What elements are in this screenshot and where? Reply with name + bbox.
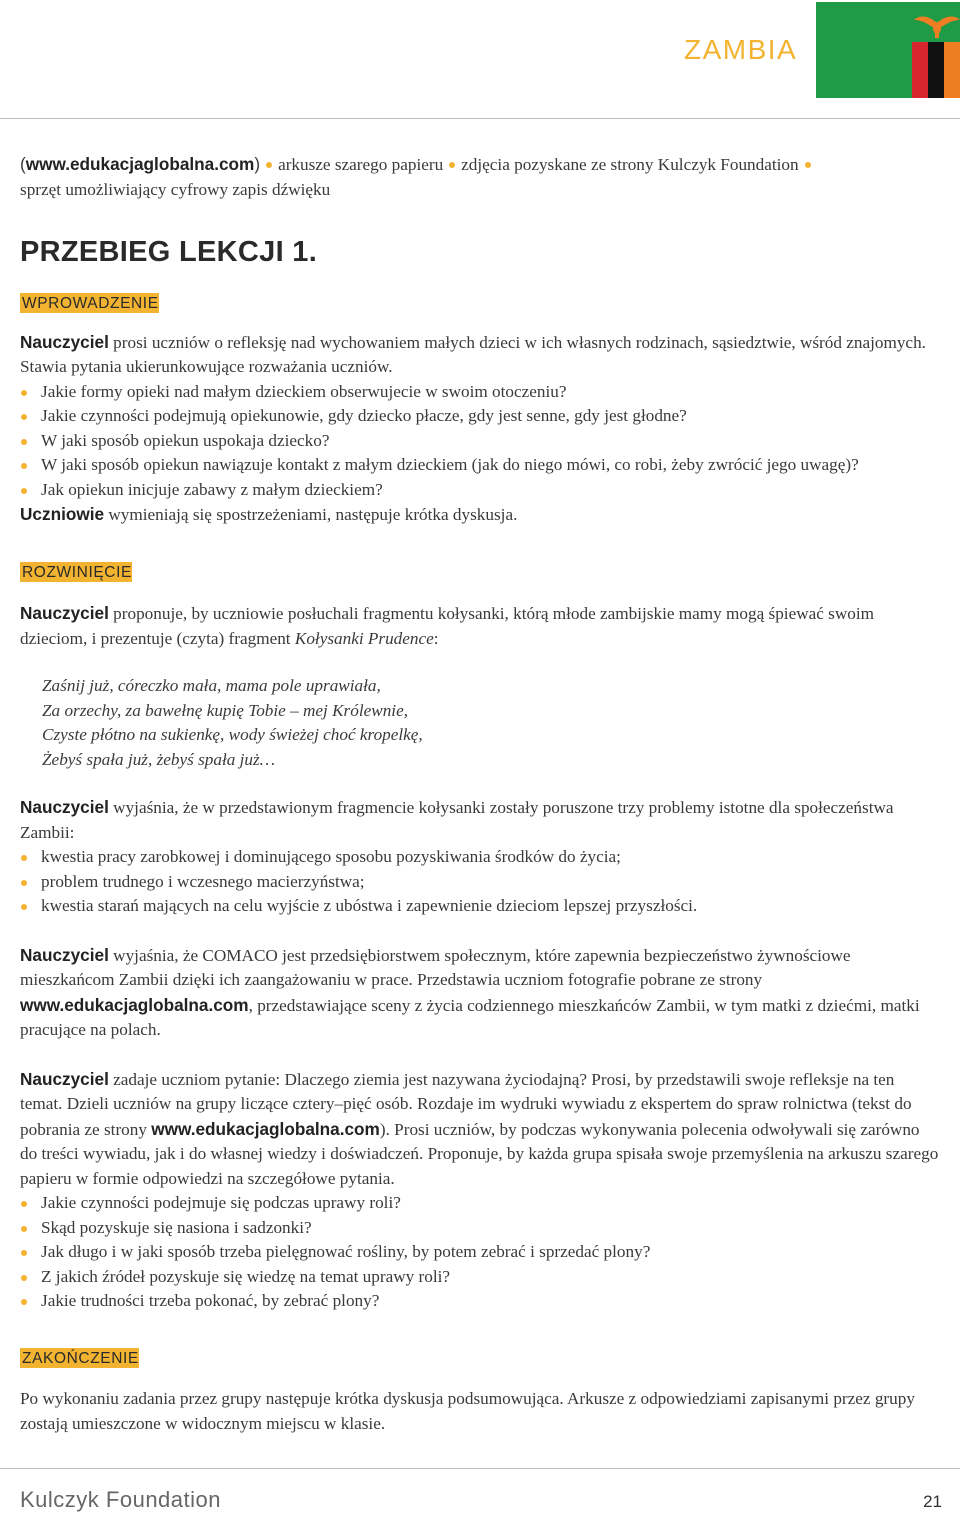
poem-line: Zaśnij już, córeczko mała, mama pole uprawiała, bbox=[42, 676, 381, 695]
lesson-title: PRZEBIEG LEKCJI 1. bbox=[20, 236, 318, 268]
list-item: Jakie czynności podejmuje się podczas uprawy roli? bbox=[20, 1191, 940, 1216]
list-item: W jaki sposób opiekun nawiązuje kontakt z małym dzieckiem (jak do niego mówi, co robi, żeby zwrócić jego uwagę)? bbox=[20, 453, 940, 478]
poem-line: Za orzechy, za bawełnę kupię Tobie – mej Królewnie, bbox=[42, 700, 408, 720]
list-item: Jakie formy opieki nad małym dzieckiem obserwujecie w swoim otoczeniu? bbox=[20, 380, 940, 405]
materials-link[interactable]: www.edukacjaglobalna.com bbox=[25, 154, 255, 174]
intro-questions bbox=[20, 380, 940, 503]
list-item: kwestia pracy zarobkowej i dominującego sposobu pozyskiwania środków do życia; bbox=[20, 845, 940, 870]
development-paragraph-2: Nauczyciel wyjaśnia, że w przedstawionym fragmencie kołysanki zostały poruszone trzy problemy istotne dla społeczeństwa Zambii: bbox=[20, 797, 894, 842]
chapter-title: ZAMBIA bbox=[684, 34, 798, 65]
development-paragraph-4: Nauczyciel zadaje uczniom pytanie: Dlaczego ziemia jest nazywana życiodajną? Prosi, by przedstawili swoje refleksje na ten temat. Dzieli uczniów na grupy liczące cztery–pięć osób. Rozdaje im wydruki wywiadu z ekspertem do spraw rolnictwa (tekst do pobrania ze strony www.edukacjaglobalna.com). Prosi uczniów, by podczas wykonywania polecenia odwoływali się zarówno do treści wywiadu, jak i do własnej wiedzy i doświadczeń. Proponuje, by każda grupa spisała swoje przemyślenia na arkuszu szarego papieru w formie odpowiedzi na szczegółowe pytania. bbox=[20, 1068, 939, 1188]
list-item: W jaki sposób opiekun uspokaja dziecko? bbox=[20, 429, 940, 454]
zambia-flag-icon bbox=[816, 2, 960, 98]
problems-list bbox=[20, 845, 940, 919]
list-item: Jakie czynności podejmują opiekunowie, gdy dziecko płacze, gdy jest senne, gdy jest głodne? bbox=[20, 404, 940, 429]
development-paragraph-1: Nauczyciel proponuje, by uczniowie posłuchali fragmentu kołysanki, którą młode zambijskie mamy mogą śpiewać swoim dzieciom, i prezentuje (czyta) fragment Kołysanki Prudence: bbox=[20, 603, 875, 648]
poem-line: Żebyś spała już, żebyś spała już… bbox=[42, 749, 275, 769]
page-number: 21 bbox=[923, 1492, 942, 1511]
development-paragraph-3: Nauczyciel wyjaśnia, że COMACO jest przedsiębiorstwem społecznym, które zapewnia bezpieczeństwo żywnościowe mieszkańcom Zambii dzięki ich zaangażowaniu w prace. Przedstawia uczniom fotografie pobrane ze strony www.edukacjaglobalna.com, przedstawiające sceny z życia codziennego mieszkańców Zambii, w tym matki z dziećmi, matki pracujące na polach. bbox=[20, 944, 920, 1039]
section-label-development: ROZWINIĘCIE bbox=[22, 563, 132, 581]
section-label-conclusion: ZAKOŃCZENIE bbox=[22, 1349, 139, 1367]
footer-divider bbox=[0, 1468, 960, 1469]
lullaby-poem bbox=[20, 674, 940, 772]
intro-paragraph: Nauczyciel prosi uczniów o refleksję nad wychowaniem małych dzieci w ich własnych rodzinach, sąsiedztwie, wśród znajomych. Stawia pytania ukierunkowujące rozważania uczniów. bbox=[20, 331, 926, 376]
list-item: Jak długo i w jaki sposób trzeba pielęgnować rośliny, by potem zebrać i sprzedać plony? bbox=[20, 1240, 940, 1265]
list-item: Skąd pozyskuje się nasiona i sadzonki? bbox=[20, 1216, 940, 1241]
footer-organization: Kulczyk Foundation bbox=[20, 1487, 221, 1512]
interview-link[interactable]: www.edukacjaglobalna.com bbox=[151, 1118, 380, 1139]
list-item: Jakie trudności trzeba pokonać, by zebrać plony? bbox=[20, 1289, 940, 1314]
group-questions bbox=[20, 1191, 940, 1314]
photos-link[interactable]: www.edukacjaglobalna.com bbox=[20, 994, 249, 1015]
header-divider bbox=[0, 118, 960, 119]
list-item: kwestia starań mających na celu wyjście z ubóstwa i zapewnienie dzieciom lepszej przyszłości. bbox=[20, 894, 940, 919]
poem-line: Czyste płótno na sukienkę, wody świeżej choć kropelkę, bbox=[42, 725, 423, 744]
section-label-intro: WPROWADZENIE bbox=[22, 295, 159, 312]
page-content bbox=[20, 152, 940, 1436]
list-item: Z jakich źródeł pozyskuje się wiedzę na temat uprawy roli? bbox=[20, 1265, 940, 1290]
conclusion-paragraph: Po wykonaniu zadania przez grupy następuje krótka dyskusja podsumowująca. Arkusze z odpowiedziami zapisanymi przez grupy zostają umieszczone w widocznym miejscu w klasie. bbox=[20, 1389, 915, 1433]
materials-list: (www.edukacjaglobalna.com) arkusze szarego papieru zdjęcia pozyskane ze strony Kulczyk Foundation sprzęt umożliwiający cyfrowy zapis dźwięku bbox=[20, 152, 940, 202]
intro-summary: Uczniowie wymieniają się spostrzeżeniami, następuje krótka dyskusja. bbox=[20, 504, 518, 524]
list-item: Jak opiekun inicjuje zabawy z małym dzieckiem? bbox=[20, 478, 940, 503]
list-item: problem trudnego i wczesnego macierzyństwa; bbox=[20, 870, 940, 895]
